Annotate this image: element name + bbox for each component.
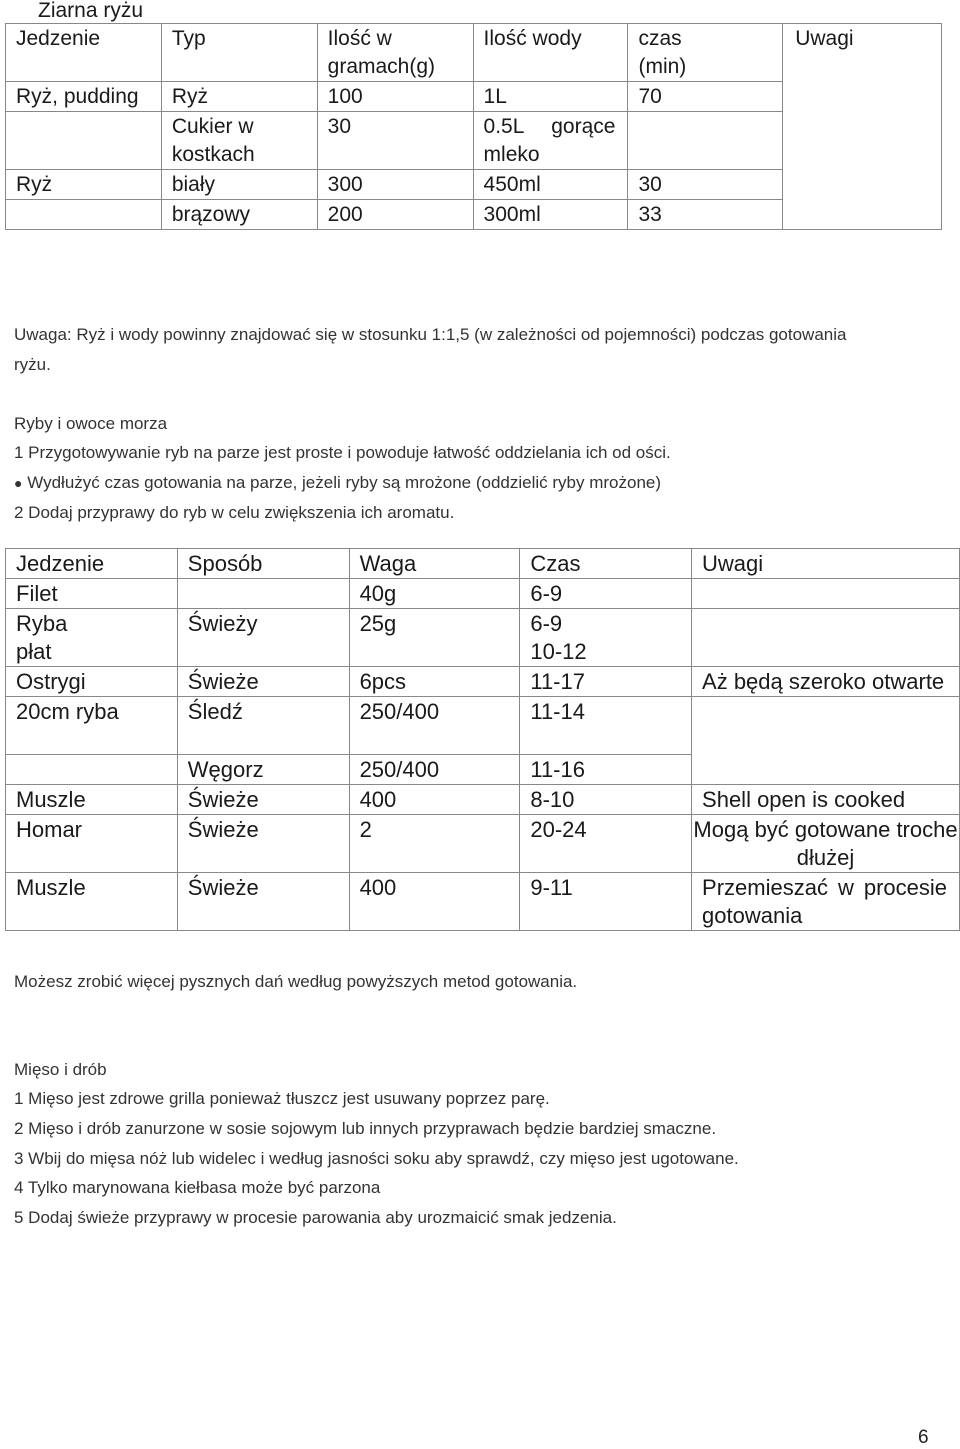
header-grams-l2: gramach(g) [327,55,436,78]
cell [692,579,960,609]
cell: 33 [628,200,783,230]
table-row [6,667,960,697]
cell-water-l2: mleko [483,143,540,166]
cell: 20-24 [520,815,692,873]
cell: 30 [317,112,473,170]
cell: Ostrygi [6,667,178,697]
cell-notes-l2: dłużej [796,845,855,870]
notes-word: procesie [863,875,947,900]
cell: 2 [349,815,520,873]
meat-tip-2: 2 Mięso i drób zanurzone w sosie sojowym lub innych przyprawach będzie bardziej smaczne. [14,1119,717,1138]
cell: 1L [473,82,628,112]
header-grams-l1: Ilość w [327,27,392,50]
cell [6,112,162,170]
cell: 100 [317,82,473,112]
cell: 11-16 [520,755,692,785]
cell [692,697,960,785]
header-water: Ilość wody [483,27,582,50]
water-word: 0.5L [483,115,525,138]
meat-tip-1: 1 Mięso jest zdrowe grilla ponieważ tłuszcz jest usuwany poprzez parę. [14,1089,550,1108]
fish-tip-bullet-text: Wydłużyć czas gotowania na parze, jeżeli ryby są mrożone (oddzielić ryby mrożone) [27,473,662,492]
cell [6,755,178,785]
header-time-l2: (min) [638,55,687,78]
cell [628,112,783,170]
cell: Węgorz [177,755,349,785]
cell: Świeże [177,873,349,931]
cell-food-l2: płat [16,639,52,664]
table-row [6,873,960,931]
cell: 6-9 [520,579,692,609]
cell: Świeże [177,667,349,697]
cell: 11-14 [520,697,692,755]
cell: 6pcs [349,667,520,697]
meat-section-title: Mięso i drób [14,1060,107,1079]
cell-food-l1: Ryba [16,611,68,636]
cell: 250/400 [349,755,520,785]
header-weight: Waga [349,549,520,579]
cell-time-l1: 6-9 [530,611,563,636]
rice-table [5,23,942,230]
header-time: Czas [520,549,692,579]
meat-tip-3: 3 Wbij do mięsa nóż lub widelec i według jasności soku aby sprawdź, czy mięso jest ugotowane. [14,1149,739,1168]
cell: Świeży [177,609,349,667]
header-type: Typ [171,27,206,50]
cell-water-l1 [484,113,628,141]
cell-time-l2: 10-12 [530,639,587,664]
cell [177,579,349,609]
cell: 200 [317,200,473,230]
cell: 40g [349,579,520,609]
cell: Ryż [6,170,162,200]
table-header-row [6,24,942,82]
more-dishes-note: Możesz zrobić więcej pysznych dań według powyższych metod gotowania. [14,972,578,991]
cell: 30 [628,170,783,200]
header-notes: Uwagi [795,27,854,50]
table-row [6,785,960,815]
cell: Aż będą szeroko otwarte [692,667,960,697]
header-food: Jedzenie [16,27,101,50]
fish-tip-2: 2 Dodaj przyprawy do ryb w celu zwiększenia ich aromatu. [14,503,455,522]
table-row [6,815,960,873]
cell: 70 [628,82,783,112]
cell: Śledź [177,697,349,755]
cell-type-l2: kostkach [171,143,255,166]
cell: brązowy [161,200,317,230]
cell [692,609,960,667]
notes-word: w [837,875,854,900]
cell: Świeże [177,785,349,815]
cell: Ryż [161,82,317,112]
rice-note-line2: ryżu. [14,355,51,374]
cell: 8-10 [520,785,692,815]
cell: Filet [6,579,178,609]
notes-word: Przemieszać [702,875,828,900]
cell-type-l1: Cukier w [171,115,254,138]
cell: 11-17 [520,667,692,697]
header-method: Sposób [177,549,349,579]
cell: 250/400 [349,697,520,755]
cell: Shell open is cooked [692,785,960,815]
cell: Świeże [177,815,349,873]
meat-tip-4: 4 Tylko marynowana kiełbasa może być parzona [14,1178,381,1197]
header-notes: Uwagi [692,549,960,579]
page-number: 6 [918,1427,929,1448]
cell: Homar [6,815,178,873]
cell: 300 [317,170,473,200]
water-word: gorące [551,115,616,138]
cell-notes-l2: gotowania [702,903,803,928]
fish-section-title: Ryby i owoce morza [14,414,168,433]
cell [6,200,162,230]
cell: 20cm ryba [6,697,178,755]
cell: Muszle [6,785,178,815]
cell: 9-11 [520,873,692,931]
rice-section-title: Ziarna ryżu [38,0,144,22]
cell: biały [161,170,317,200]
cell: 450ml [473,170,628,200]
header-food: Jedzenie [6,549,178,579]
fish-tip-1: 1 Przygotowywanie ryb na parze jest proste i powoduje łatwość oddzielania ich od ości. [14,443,671,462]
cell: 25g [349,609,520,667]
table-header-row [6,549,960,579]
rice-note-line1: Uwaga: Ryż i wody powinny znajdować się w stosunku 1:1,5 (w zależności od pojemności) podczas gotowania [14,325,847,344]
cell: 400 [349,873,520,931]
cell: Ryż, pudding [6,82,162,112]
cell-notes-l1: Mogą być gotowane troche [693,817,958,842]
table-row [6,697,960,755]
meat-tip-5: 5 Dodaj świeże przyprawy w procesie parowania aby urozmaicić smak jedzenia. [14,1208,617,1227]
cell: 300ml [473,200,628,230]
header-time-l1: czas [638,27,682,50]
cell: Muszle [6,873,178,931]
table-row [6,609,960,667]
bullet-icon: ● [14,475,23,491]
table-row [6,579,960,609]
fish-tip-bullet [14,473,661,493]
cell-notes-l1 [702,874,959,902]
cell: 400 [349,785,520,815]
fish-table [5,548,960,931]
